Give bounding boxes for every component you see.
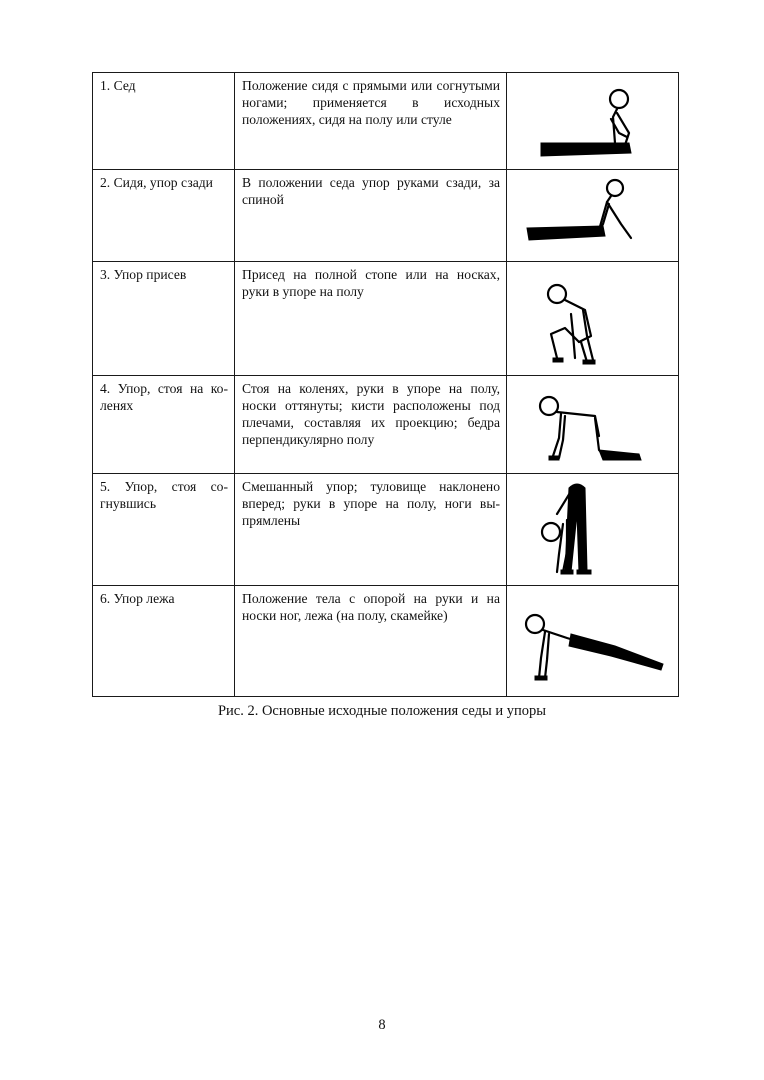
sitting-support-behind-figure — [507, 170, 678, 260]
position-name: 4. Упор, стоя на коленях — [100, 381, 228, 413]
plank-figure — [507, 586, 678, 695]
positions-table — [92, 72, 679, 697]
table-row — [93, 586, 679, 697]
position-name: 3. Упор присев — [100, 267, 187, 282]
position-name: 1. Сед — [100, 78, 136, 93]
position-description: Смешанный упор; туловище наклонено вперед; руки в упоре на полу, ноги выпрямлены — [242, 479, 500, 528]
table-row — [93, 170, 679, 262]
position-description: Положение тела с опорой на руки и на носки ног, лежа (на полу, скамейке) — [242, 591, 500, 623]
figure-caption: Рис. 2. Основные исходные положения седы и упоры — [217, 703, 547, 719]
table-row — [93, 262, 679, 376]
bent-support-figure — [507, 474, 678, 584]
position-name: 6. Упор лежа — [100, 591, 175, 606]
sitting-figure — [507, 73, 678, 168]
table-row — [93, 376, 679, 474]
position-description: Присед на полной стопе или на носках, руки в упоре на полу — [242, 267, 500, 299]
kneeling-support-figure — [507, 376, 678, 472]
position-name: 5. Упор, стоя согнувшись — [100, 479, 228, 511]
position-description: В положении седа упор руками сзади, за спиной — [242, 175, 500, 207]
position-description: Стоя на коленях, руки в упоре на полу, носки оттянуты; кисти расположены под плечами, составляя их проекцию; бедра перпендикулярно полу — [242, 381, 500, 447]
table-row — [93, 474, 679, 586]
position-description: Положение сидя с прямыми или согнутыми ногами; применяется в исходных положениях, сидя на полу или стуле — [242, 78, 500, 127]
table-row — [93, 73, 679, 170]
squat-support-figure — [507, 262, 678, 374]
position-name: 2. Сидя, упор сзади — [100, 175, 213, 190]
page-number: 8 — [378, 1017, 386, 1033]
